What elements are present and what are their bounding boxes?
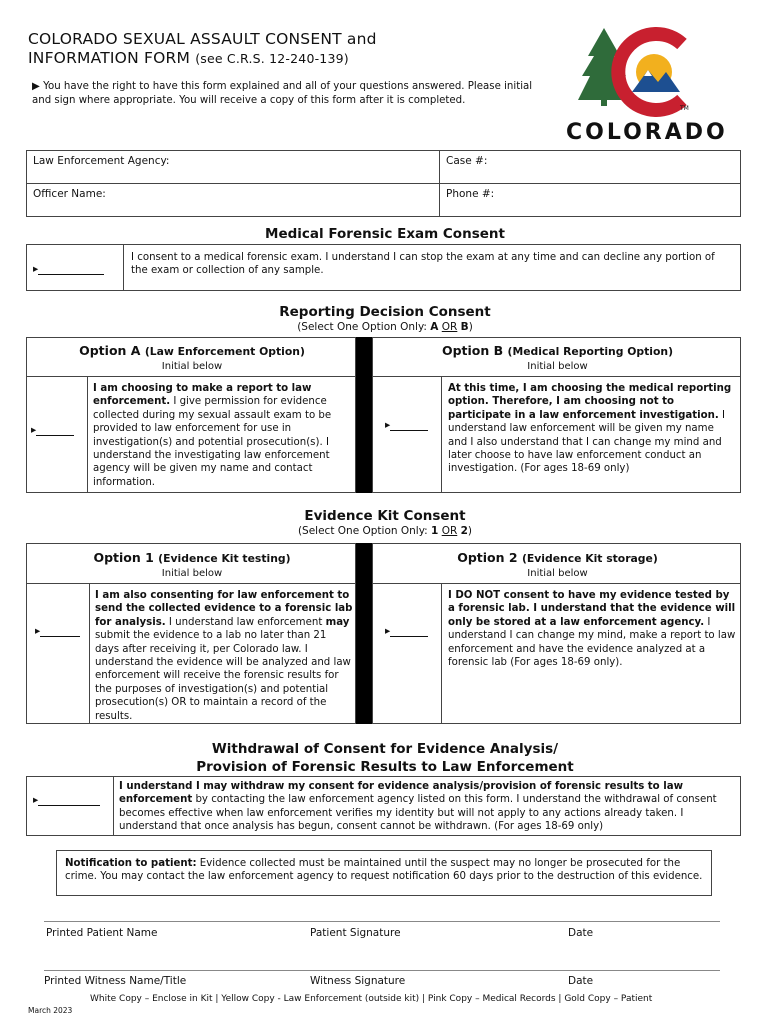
withdrawal-initial-field[interactable]: ▸ [33,793,100,806]
logo-wordmark: COLORADO [566,120,728,145]
evidence-select-note: (Select One Option Only: 1 OR 2) [297,525,473,537]
option-a-initial-below: Initial below [161,361,223,372]
copy-distribution-footer: White Copy – Enclose in Kit | Yellow Copy - Law Enforcement (outside kit) | Pink Copy – Medical Records | Gold Copy – Patient [90,994,653,1004]
medical-consent-text: I consent to a medical forensic exam. I understand I can stop the exam at any time and can decline any portion of the exam or collection of any sample. [131,252,715,277]
evidence-kit-heading: Evidence Kit Consent [304,508,466,524]
agency-field[interactable] [27,151,440,184]
patient-signature-label: Patient Signature [310,927,401,939]
form-title [28,30,377,68]
option-a-text: I am choosing to make a report to law enforcement. I give permission for evidence collected during my sexual assault exam to be provided to law enforcement for use in investigation(s) and potential prosecution(s). I understand the investigating law enforcement agency will be given my name and contact information. [93,383,332,488]
statute-reference: (see C.R.S. 12-240-139) [195,51,349,66]
option-a-box [26,337,356,493]
notification-box [56,850,712,896]
revision-date: March 2023 [28,1006,73,1015]
medical-initial-field[interactable]: ▸ [33,262,104,275]
medical-consent-heading: Medical Forensic Exam Consent [265,226,505,242]
withdrawal-heading-line1: Withdrawal of Consent for Evidence Analysis/ [211,741,559,757]
printed-patient-name-label: Printed Patient Name [46,927,158,939]
option-2-box [372,543,741,724]
title-line2: INFORMATION FORM [28,49,191,67]
agency-info-table [26,150,741,217]
agency-label: Law Enforcement Agency: [33,155,170,167]
option-b-text: At this time, I am choosing the medical reporting option. Therefore, I am choosing not to participate in a law enforcement investigation. I understand law enforcement will be given my name and I also understand that I can change my mind and later choose to have law enforcement conduct an investigation. (For ages 18-69 only) [448,383,732,475]
date-label-1: Date [568,927,594,939]
case-field[interactable] [440,151,741,184]
date-label-2: Date [568,975,594,987]
separator-bar-2 [356,543,372,724]
phone-field[interactable] [440,184,741,217]
officer-field[interactable] [27,184,440,217]
option-b-heading: Option B (Medical Reporting Option) [441,343,674,358]
reporting-select-note: (Select One Option Only: A OR B) [297,321,473,333]
colorado-logo-mark [562,22,732,122]
phone-label: Phone #: [446,188,495,200]
officer-label: Officer Name: [33,188,106,200]
intro-text [32,80,552,107]
signature-line-2[interactable] [44,970,720,971]
option-1-initial-below: Initial below [161,568,223,579]
notification-label: Notification to patient: [65,858,197,869]
option-2-initial-field[interactable]: ▸ [385,624,428,637]
arrow-right-icon: ▶ [32,81,40,92]
title-line1: COLORADO SEXUAL ASSAULT CONSENT and [28,30,377,48]
withdrawal-heading-line2: Provision of Forensic Results to Law Enforcement [196,759,574,775]
witness-signature-label: Witness Signature [310,975,406,987]
medical-consent-box [26,244,741,291]
case-label: Case #: [446,155,488,167]
option-a-heading: Option A (Law Enforcement Option) [79,343,305,358]
option-b-initial-below: Initial below [527,361,588,372]
withdrawal-text: I understand I may withdraw my consent for evidence analysis/provision of forensic results to law enforcement by contacting the law enforcement agency listed on this form. I understand the withdrawal of consent becomes effective when law enforcement verifies my identity but will not apply to any actions already taken. I understand that once analysis has begun, consent cannot be withdrawn. (For ages 18-69 only) [119,781,717,833]
reporting-consent-heading: Reporting Decision Consent [279,304,491,320]
option-1-initial-field[interactable]: ▸ [35,624,80,637]
trademark-text: TM [680,105,689,112]
divider [123,245,124,290]
withdrawal-box [26,776,741,836]
withdrawal-heading [0,740,770,776]
option-2-heading: Option 2 (Evidence Kit storage) [457,550,658,565]
option-1-text: I am also consenting for law enforcement to send the collected evidence to a forensic lab for analysis. I understand law enforcement may submit the evidence to a lab no later than 21 days after receiving it, per Colorado law. I understand the evidence will be analyzed and law enforcement will receive the forensic results for the purposes of investigation(s) and potential prosecution(s) OR to maintain a record of the results. [95,590,353,722]
option-b-initial-field[interactable]: ▸ [385,418,428,431]
option-1-box [26,543,356,724]
option-2-text: I DO NOT consent to have my evidence tested by a forensic lab. I understand that the evidence will only be stored at a law enforcement agency. I understand I can change my mind, make a report to law enforcement and have the evidence analyzed at a forensic lab (For ages 18-69 only). [448,590,736,669]
intro-statement: You have the right to have this form explained and all of your questions answered. Please initial and sign where appropriate. You will receive a copy of this form after it is completed. [32,81,533,106]
notification-text: Evidence collected must be maintained until the suspect may no longer be prosecuted for the crime. You may contact the law enforcement agency to request notification 60 days prior to the destruction of this evidence. [65,858,703,883]
option-1-heading: Option 1 (Evidence Kit testing) [93,550,291,565]
option-b-box [372,337,741,493]
option-a-initial-field[interactable]: ▸ [31,423,74,436]
colorado-logo [562,22,732,152]
printed-witness-name-label: Printed Witness Name/Title [44,975,187,987]
option-2-initial-below: Initial below [527,568,588,579]
separator-bar [356,337,372,493]
signature-line-1[interactable] [44,921,720,922]
